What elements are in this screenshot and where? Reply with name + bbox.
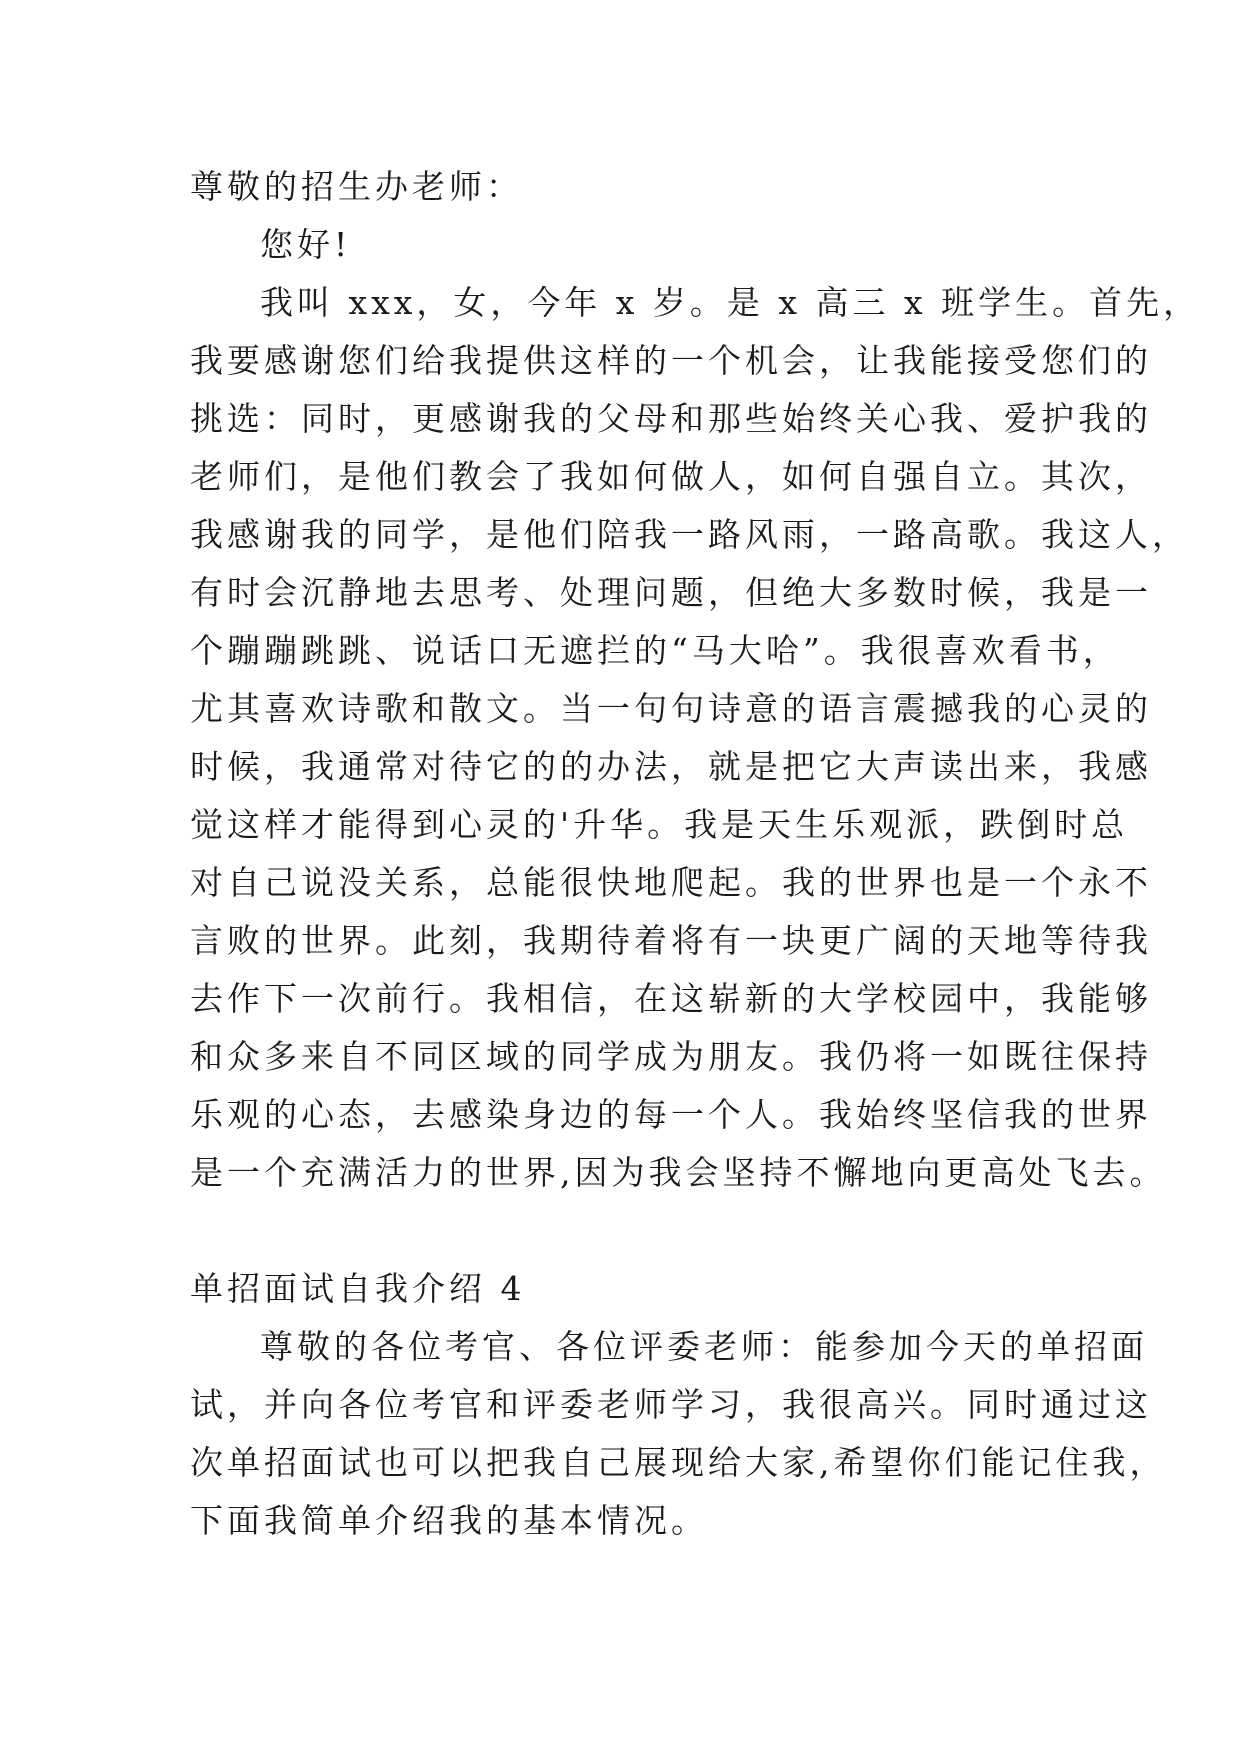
paragraph-line: 是一个充满活力的世界,因为我会坚持不懈地向更高处飞去。 [190, 1153, 1167, 1192]
paragraph-line: 乐观的心态，去感染身边的每一个人。我始终坚信我的世界 [190, 1095, 1152, 1134]
letter-body [190, 274, 1201, 1202]
paragraph-line: 试，并向各位考官和评委老师学习，我很高兴。同时通过这 [190, 1385, 1152, 1424]
paragraph-line: 挑选：同时，更感谢我的父母和那些始终关心我、爱护我的 [190, 399, 1152, 438]
paragraph-line: 尊敬的各位考官、各位评委老师：能参加今天的单招面 [260, 1327, 1148, 1366]
paragraph-line: 我叫 xxx，女，今年 x 岁。是 x 高三 x 班学生。首先， [260, 283, 1201, 322]
paragraph-line: 老师们，是他们教会了我如何做人，如何自强自立。其次， [190, 457, 1152, 496]
section-spacer [190, 1202, 1060, 1260]
paragraph-line: 和众多来自不同区域的同学成为朋友。我仍将一如既往保持 [190, 1037, 1152, 1076]
paragraph-line: 次单招面试也可以把我自己展现给大家,希望你们能记住我， [190, 1443, 1167, 1482]
paragraph-line: 下面我简单介绍我的基本情况。 [190, 1501, 708, 1540]
paragraph-line: 言败的世界。此刻，我期待着将有一块更广阔的天地等待我 [190, 921, 1152, 960]
paragraph-line: 对自己说没关系，总能很快地爬起。我的世界也是一个永不 [190, 863, 1152, 902]
salutation: 尊敬的招生办老师： [190, 167, 523, 206]
paragraph-line: 我要感谢您们给我提供这样的一个机会，让我能接受您们的 [190, 341, 1152, 380]
section-body [190, 1318, 1167, 1550]
paragraph-line: 时候，我通常对待它的的办法，就是把它大声读出来，我感 [190, 747, 1152, 786]
paragraph-line: 尤其喜欢诗歌和散文。当一句句诗意的语言震撼我的心灵的 [190, 689, 1152, 728]
paragraph-line: 个蹦蹦跳跳、说话口无遮拦的“马大哈”。我很喜欢看书， [190, 631, 1120, 670]
section-heading: 单招面试自我介绍 4 [190, 1269, 526, 1308]
document-content [190, 158, 1201, 1550]
paragraph-line: 去作下一次前行。我相信，在这崭新的大学校园中，我能够 [190, 979, 1152, 1018]
paragraph-line: 觉这样才能得到心灵的'升华。我是天生乐观派，跌倒时总 [190, 805, 1129, 844]
greeting: 您好! [260, 225, 352, 264]
paragraph-line: 有时会沉静地去思考、处理问题，但绝大多数时候，我是一 [190, 573, 1152, 612]
paragraph-line: 我感谢我的同学，是他们陪我一路风雨，一路高歌。我这人， [190, 515, 1189, 554]
